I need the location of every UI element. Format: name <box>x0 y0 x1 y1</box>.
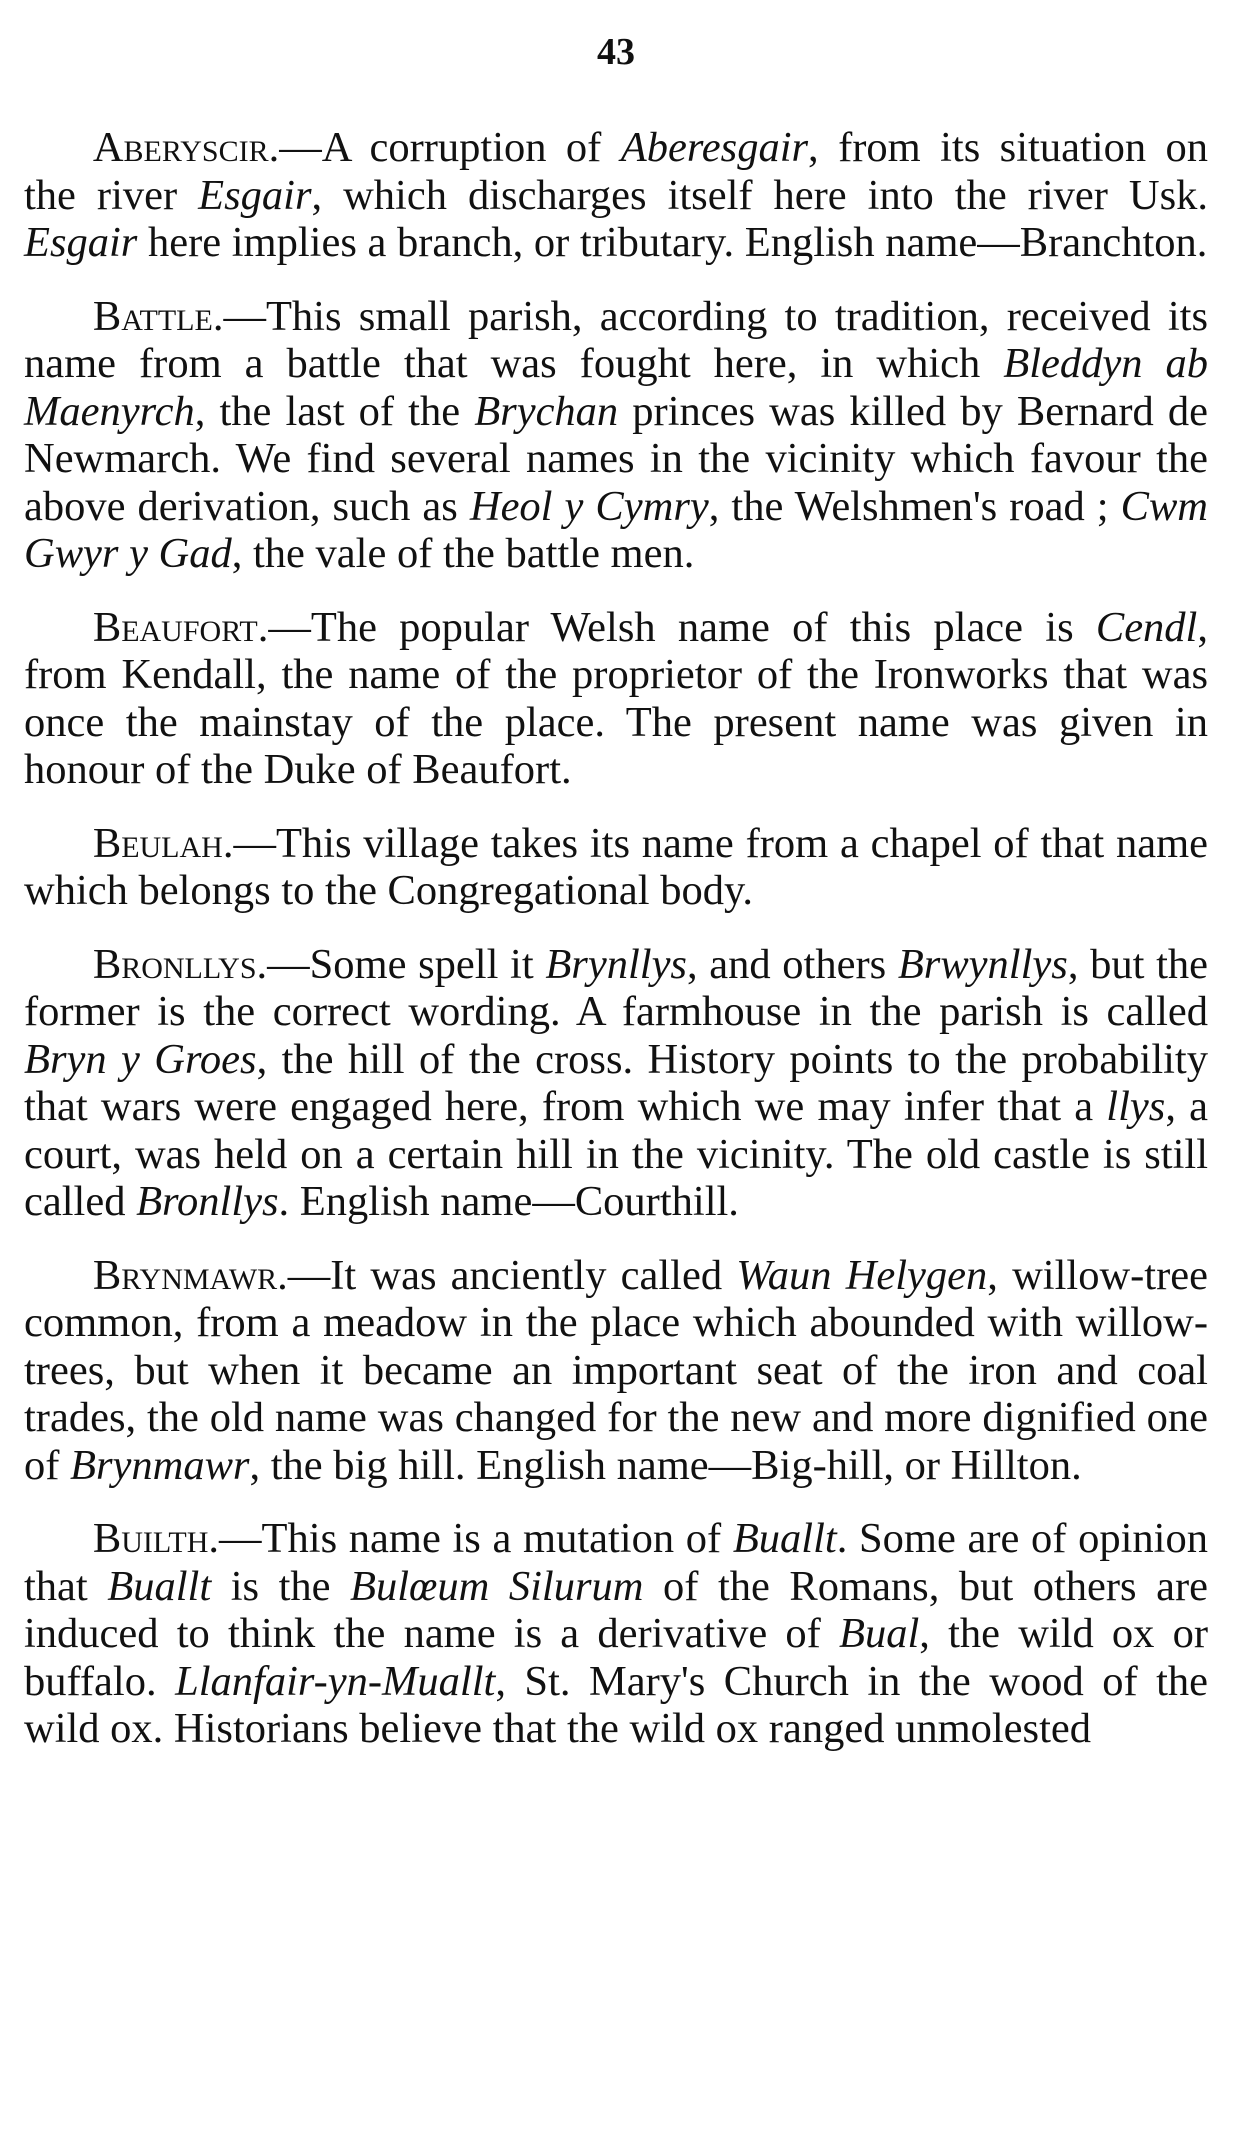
entry-text: , St. Mary's Church in the wood of the wild ox. Historians believe that the wild ox ranged unmolested <box>24 1657 1208 1752</box>
entry-text: —It was anciently called <box>287 1251 737 1299</box>
page-number: 43 <box>597 31 635 73</box>
entry-text: , the big hill. English name—Big-hill, or Hillton. <box>249 1441 1082 1489</box>
welsh-term: Brynmawr <box>70 1441 250 1489</box>
entry-headword: Bronllys. <box>92 940 268 988</box>
welsh-term: Bleddyn ab Maenyrch <box>24 340 1208 435</box>
entry-text: , willow-tree common, from a meadow in the place which abounded with willow-trees, but when it became an important seat of the iron and coal trades, the old name was changed for the new and more dignified one of <box>24 1251 1208 1489</box>
entry-text: , a court, was held on a certain hill in the vicinity. The old castle is still called <box>24 1083 1208 1225</box>
entry-text: . Some are of opinion that <box>24 1515 1208 1610</box>
entry-headword: Battle. <box>92 292 224 340</box>
welsh-term: Llanfair-yn-Muallt <box>175 1657 496 1705</box>
entry-headword: Builth. <box>92 1515 220 1562</box>
welsh-term: Waun Helygen <box>736 1251 988 1299</box>
entry-text: —This village takes its name from a chapel of that name which belongs to the Congregational body. <box>24 819 1208 914</box>
entry-text: princes was killed by Bernard de Newmarch. We find several names in the vicinity which favour the above derivation, such as <box>24 387 1208 530</box>
entry-text: —This name is a mutation of <box>219 1515 733 1562</box>
entry-text: of the Romans, but others are induced to think the name is a derivative of <box>24 1562 1208 1657</box>
entry-text: here implies a branch, or tributary. English name—Branchton. <box>137 219 1208 266</box>
welsh-term: Esgair <box>24 219 138 266</box>
welsh-term: Brwynllys <box>897 940 1068 988</box>
entry-paragraph <box>24 604 1208 794</box>
entry-headword: Aberyscir. <box>92 124 280 171</box>
entry-paragraph <box>24 941 1208 1226</box>
welsh-term: Esgair <box>198 171 312 219</box>
welsh-term: Cendl <box>1095 603 1198 651</box>
welsh-term: Buallt <box>732 1515 837 1562</box>
welsh-term: Bual <box>839 1610 920 1657</box>
welsh-term: Heol y Cymry <box>469 482 709 530</box>
entry-text: , the hill of the cross. History points to the probability that wars were engaged here, from which we may infer that a <box>24 1035 1208 1130</box>
welsh-term: Cwm Gwyr y Gad <box>24 482 1208 577</box>
entry-paragraph <box>24 820 1208 915</box>
entry-headword: Beulah. <box>92 819 234 867</box>
entry-text: , the vale of the battle men. <box>231 530 695 577</box>
entry-text: . English name—Courthill. <box>278 1178 739 1225</box>
entry-text: —This small parish, according to tradition, received its name from a battle that was fought here, in which <box>24 292 1208 387</box>
welsh-term: Bronllys <box>136 1178 279 1225</box>
entry-text: —A corruption of <box>279 124 621 171</box>
entry-text: , which discharges itself here into the river Usk. <box>311 171 1208 219</box>
welsh-term: Bryn y Groes <box>24 1035 257 1083</box>
entry-text: , the last of the <box>194 387 475 435</box>
entry-paragraph <box>24 1252 1208 1490</box>
entry-text: , the wild ox or buffalo. <box>24 1610 1208 1705</box>
entry-text: , the Welshmen's road ; <box>708 482 1121 530</box>
entry-text: —The popular Welsh name of this place is <box>268 603 1096 651</box>
welsh-term: Buallt <box>107 1562 212 1610</box>
entry-text: , from its situation on the river <box>24 124 1208 219</box>
entry-text: —Some spell it <box>267 940 546 988</box>
welsh-term: llys <box>1106 1083 1166 1130</box>
entry-paragraph <box>24 293 1208 578</box>
welsh-term: Brynllys <box>545 940 687 988</box>
welsh-term: Aberesgair <box>620 124 809 171</box>
entry-text: is the <box>211 1562 351 1610</box>
entry-headword: Brynmawr. <box>92 1251 288 1299</box>
entries-list <box>24 124 1208 1753</box>
entry-headword: Beaufort. <box>92 603 269 651</box>
entry-paragraph <box>24 1515 1208 1753</box>
entry-text: , from Kendall, the name of the proprietor of the Ironworks that was once the mainstay of the place. The present name was given in honour of the Duke of Beaufort. <box>24 603 1208 793</box>
entry-paragraph <box>24 124 1208 267</box>
welsh-term: Bulœum Silurum <box>350 1562 644 1610</box>
entry-text: , but the former is the correct wording. A farmhouse in the parish is called <box>24 940 1208 1035</box>
welsh-term: Brychan <box>474 387 619 435</box>
entry-text: , and others <box>686 940 898 988</box>
